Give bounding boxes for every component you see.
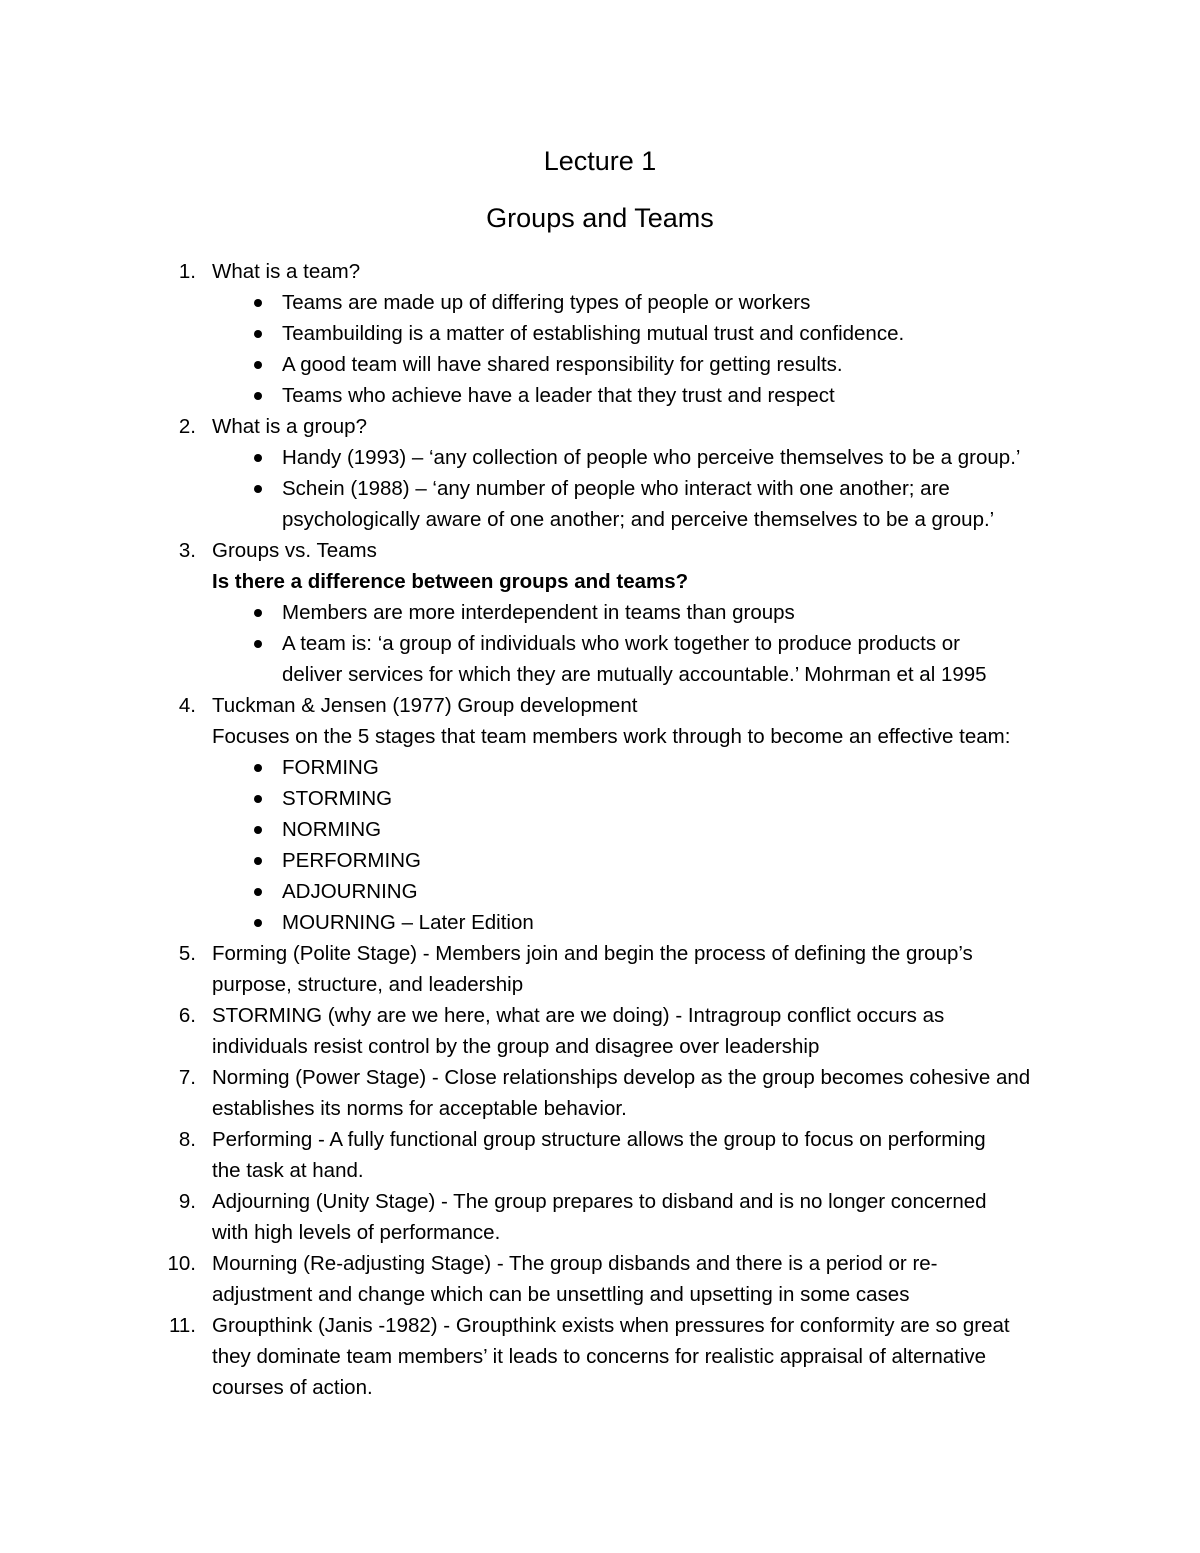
bullet-text-line: ADJOURNING <box>282 880 418 903</box>
bullet-item <box>212 597 1200 628</box>
list-item-text: Norming (Power Stage) - Close relationships develop as the group becomes cohesive and <box>212 1066 1031 1089</box>
list-item-text: What is a group? <box>212 415 367 438</box>
list-number: 1. <box>178 260 196 283</box>
lecture-number: Lecture 1 <box>543 146 657 176</box>
bullet-icon <box>254 919 262 927</box>
bullet-text <box>282 442 1200 473</box>
list-number: 10. <box>167 1252 196 1275</box>
bullet-text-line: MOURNING – Later Edition <box>282 911 534 934</box>
list-item-text: Performing - A fully functional group structure allows the group to focus on performing <box>212 1128 986 1151</box>
list-item-text: Groupthink (Janis -1982) - Groupthink exists when pressures for conformity are so great <box>212 1314 1010 1337</box>
list-item <box>0 411 1200 535</box>
list-item-text: Adjourning (Unity Stage) - The group prepares to disband and is no longer concerned <box>212 1190 987 1213</box>
page-title: Groups and Teams <box>486 203 714 233</box>
list-number: 3. <box>178 539 196 562</box>
bullet-list <box>212 287 1200 411</box>
list-item <box>0 256 1200 411</box>
list-number: 9. <box>178 1190 196 1213</box>
bullet-text <box>282 473 1200 535</box>
bullet-icon <box>254 795 262 803</box>
bullet-text-line: Members are more interdependent in teams than groups <box>282 601 795 624</box>
bullet-item <box>212 349 1200 380</box>
bullet-icon <box>254 640 262 648</box>
bullet-text-line: Handy (1993) – ‘any collection of people who perceive themselves to be a group.’ <box>282 446 1021 469</box>
bullet-icon <box>254 454 262 462</box>
bullet-item <box>212 876 1200 907</box>
bullet-text <box>282 876 1200 907</box>
bullet-text <box>282 318 1200 349</box>
list-item-text: Forming (Polite Stage) - Members join and begin the process of defining the group’s <box>212 942 973 965</box>
list-item-text: individuals resist control by the group and disagree over leadership <box>212 1035 820 1058</box>
list-item-text: the task at hand. <box>212 1159 364 1182</box>
list-number: 7. <box>178 1066 196 1089</box>
list-item <box>0 1124 1200 1186</box>
list-item-text: purpose, structure, and leadership <box>212 973 524 996</box>
list-item-text: Groups vs. Teams <box>212 539 377 562</box>
numbered-list <box>0 256 1200 1403</box>
bullet-text-line: Schein (1988) – ‘any number of people who interact with one another; are <box>282 477 950 500</box>
bullet-item <box>212 628 1200 690</box>
list-number: 4. <box>178 694 196 717</box>
bullet-icon <box>254 826 262 834</box>
bullet-text-line: Teams are made up of differing types of people or workers <box>282 291 811 314</box>
bullet-icon <box>254 392 262 400</box>
bullet-icon <box>254 299 262 307</box>
list-item-text: establishes its norms for acceptable behavior. <box>212 1097 627 1120</box>
bullet-text <box>282 783 1200 814</box>
list-item <box>0 1062 1200 1124</box>
section-subheading: Is there a difference between groups and teams? <box>212 570 689 593</box>
bullet-icon <box>254 330 262 338</box>
list-item <box>0 1000 1200 1062</box>
bullet-text <box>282 845 1200 876</box>
bullet-text-line: A good team will have shared responsibility for getting results. <box>282 353 843 376</box>
list-item-text: they dominate team members’ it leads to concerns for realistic appraisal of alternative <box>212 1345 987 1368</box>
bullet-text-line: Teams who achieve have a leader that they trust and respect <box>282 384 835 407</box>
bullet-list <box>212 442 1200 535</box>
list-number: 2. <box>178 415 196 438</box>
bullet-text-line: FORMING <box>282 756 379 779</box>
bullet-icon <box>254 857 262 865</box>
bullet-item <box>212 845 1200 876</box>
bullet-item <box>212 442 1200 473</box>
list-item-text: with high levels of performance. <box>212 1221 501 1244</box>
bullet-text-line: Teambuilding is a matter of establishing mutual trust and confidence. <box>282 322 905 345</box>
bullet-item <box>212 814 1200 845</box>
bullet-item <box>212 287 1200 318</box>
list-item-text: STORMING (why are we here, what are we doing) - Intragroup conflict occurs as <box>212 1004 945 1027</box>
bullet-icon <box>254 361 262 369</box>
list-item-text: Tuckman & Jensen (1977) Group development <box>212 694 638 717</box>
list-number: 6. <box>178 1004 196 1027</box>
bullet-text-line: A team is: ‘a group of individuals who work together to produce products or <box>282 632 961 655</box>
bullet-item <box>212 473 1200 535</box>
bullet-text <box>282 597 1200 628</box>
bullet-text-line: psychologically aware of one another; and perceive themselves to be a group.’ <box>282 508 995 531</box>
bullet-icon <box>254 764 262 772</box>
list-number: 8. <box>178 1128 196 1151</box>
bullet-icon <box>254 485 262 493</box>
bullet-item <box>212 752 1200 783</box>
section-subtext: Focuses on the 5 stages that team members work through to become an effective team: <box>212 725 1011 748</box>
list-number: 5. <box>178 942 196 965</box>
bullet-text-line: PERFORMING <box>282 849 421 872</box>
list-item-text: Mourning (Re-adjusting Stage) - The group disbands and there is a period or re- <box>212 1252 938 1275</box>
list-item <box>0 690 1200 938</box>
bullet-item <box>212 783 1200 814</box>
bullet-text-line: NORMING <box>282 818 382 841</box>
bullet-text <box>282 349 1200 380</box>
list-number: 11. <box>169 1314 196 1337</box>
list-item <box>0 1248 1200 1310</box>
bullet-text <box>282 287 1200 318</box>
list-item-text: adjustment and change which can be unsettling and upsetting in some cases <box>212 1283 910 1306</box>
bullet-item <box>212 907 1200 938</box>
bullet-text-line: STORMING <box>282 787 393 810</box>
bullet-list <box>212 752 1200 938</box>
list-item <box>0 1310 1200 1403</box>
list-item-text: What is a team? <box>212 260 361 283</box>
bullet-text <box>282 380 1200 411</box>
list-item <box>0 938 1200 1000</box>
list-item-text: courses of action. <box>212 1376 373 1399</box>
list-item <box>0 535 1200 690</box>
bullet-text <box>282 907 1200 938</box>
bullet-icon <box>254 609 262 617</box>
bullet-icon <box>254 888 262 896</box>
bullet-text <box>282 628 1200 690</box>
bullet-text <box>282 752 1200 783</box>
bullet-text <box>282 814 1200 845</box>
bullet-text-line: deliver services for which they are mutually accountable.’ Mohrman et al 1995 <box>282 663 987 686</box>
bullet-item <box>212 380 1200 411</box>
bullet-list <box>212 597 1200 690</box>
bullet-item <box>212 318 1200 349</box>
list-item <box>0 1186 1200 1248</box>
